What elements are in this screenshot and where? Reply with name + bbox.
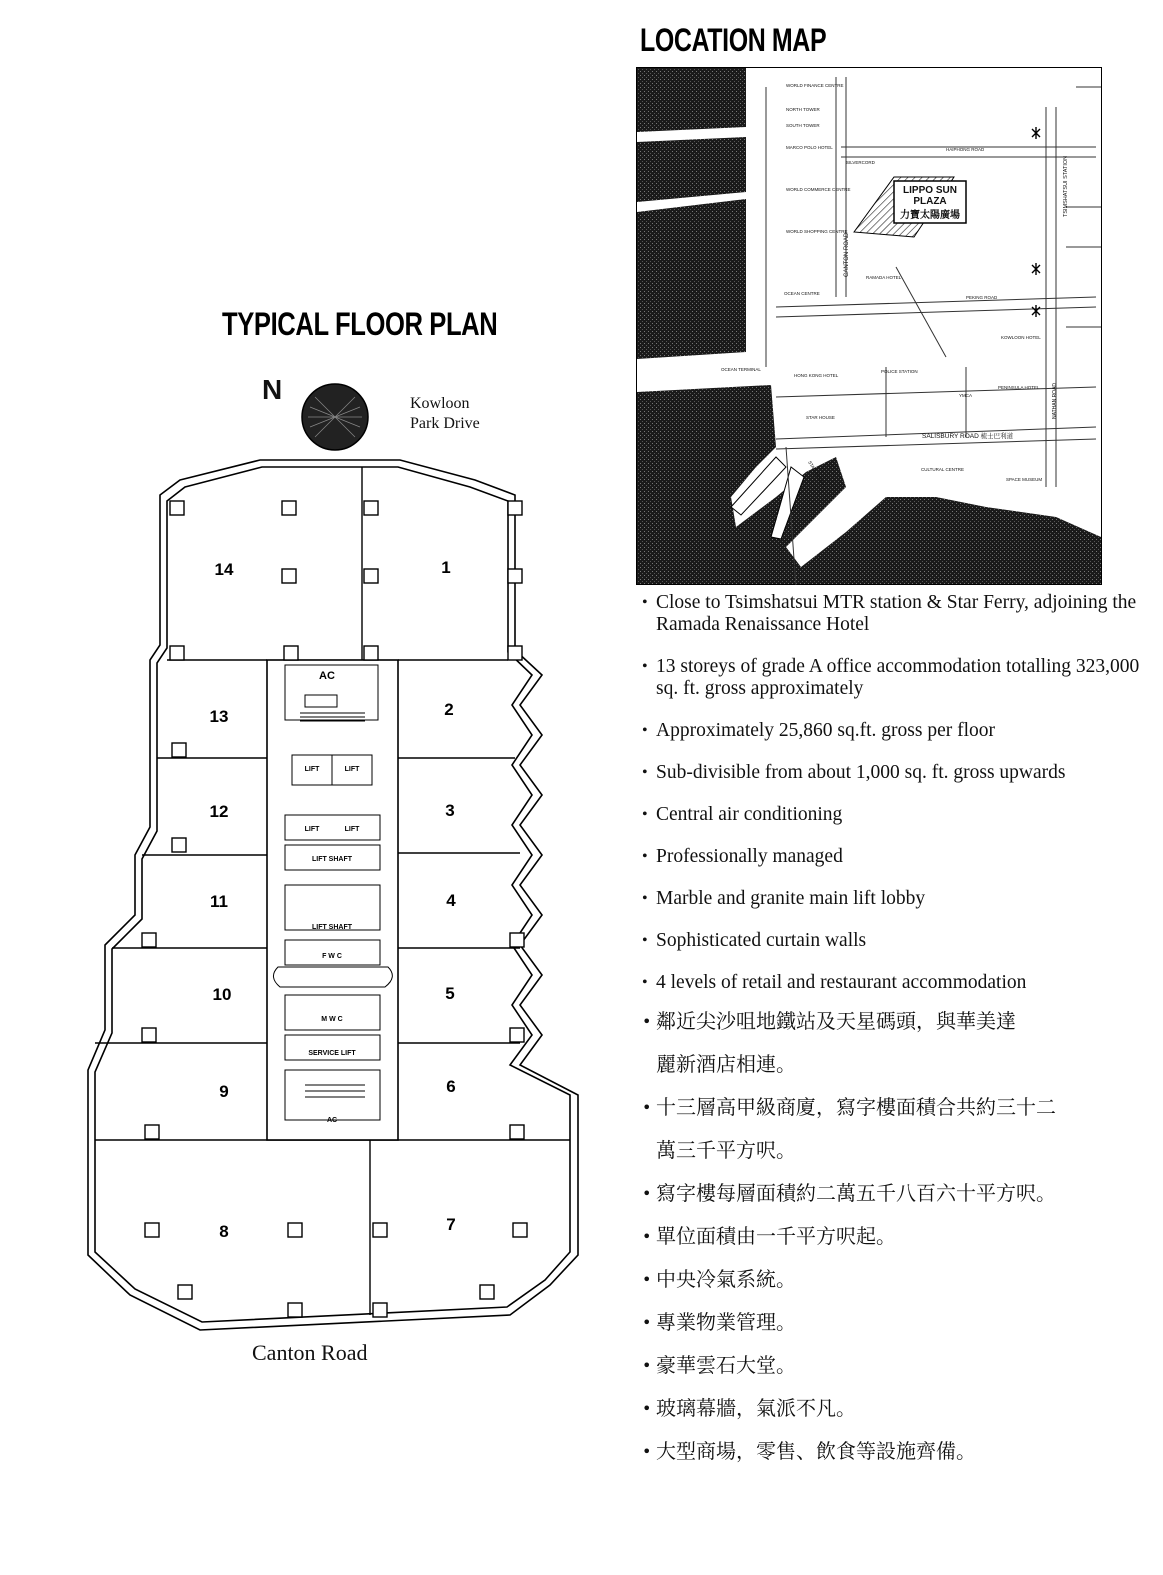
map-label-star-ferry: STAR FERRY [807,460,826,487]
unit-number-6: 6 [446,1077,456,1096]
core-lift-label-1: LIFT [304,766,320,773]
feature-zh-3: • 寫字樓每層面積約二萬五千八百六十平方呎。 [640,1172,1066,1215]
canton-road-label: Canton Road [252,1340,368,1365]
central-core [267,660,398,1140]
feature-en-3: • Approximately 25,860 sq.ft. gross per floor [640,720,1155,742]
feature-en-7: • Marble and granite main lift lobby [640,888,1155,910]
feature-zh-6: • 專業物業管理。 [640,1301,1155,1344]
kowloon-park-drive-line1: Kowloon [410,395,470,412]
map-label-kowloon-hotel: KOWLOON HOTEL [1001,335,1041,340]
map-label-south-tower: SOUTH TOWER [786,123,820,128]
map-label-tsimshatsui-station: TSIMSHATSUI STATION [1063,155,1069,217]
unit-number-13: 13 [209,707,229,726]
map-label-peninsula-hotel: PENINSULA HOTEL [998,385,1040,390]
core-lift-shaft-label-2: LIFT SHAFT [311,924,353,931]
feature-en-8: • Sophisticated curtain walls [640,930,1155,952]
feature-list [640,592,1155,1473]
floor-plan-title: TYPICAL FLOOR PLAN [222,306,498,342]
unit-number-5: 5 [445,984,455,1003]
feature-en-2: • 13 storeys of grade A office accommodation totalling 323,000 sq. ft. gross approximately [640,656,1155,700]
map-label-world-shopping-centre: WORLD SHOPPING CENTRE [786,229,848,234]
core-ac-top-label: AC [319,670,335,682]
feature-en-6: • Professionally managed [640,846,1155,868]
core-lift-label-2: LIFT [344,766,360,773]
kowloon-park-drive-line2: Park Drive [410,415,480,432]
unit-number-7: 7 [446,1215,456,1234]
feature-zh-1: • 鄰近尖沙咀地鐵站及天星碼頭，與華美達麗新酒店相連。 [640,1000,1016,1086]
map-label-silvercord: SILVERCORD [846,160,875,165]
core-lift-label-4: LIFT [344,826,360,833]
location-map [636,67,1102,585]
map-label-world-finance-centre: WORLD FINANCE CENTRE [786,83,844,88]
core-ac-bottom-label: AC [326,1117,338,1124]
unit-number-14: 14 [214,560,234,579]
typical-floor-plan [80,455,590,1345]
map-label-ocean-terminal: OCEAN TERMINAL [721,367,761,372]
core-lift-shaft-label-1: LIFT SHAFT [311,856,353,863]
location-map-title: LOCATION MAP [640,22,827,58]
lippo-name-zh: 力寶太陽廣場 [900,210,960,221]
lippo-name-line2: PLAZA [913,196,947,207]
lippo-name-line1: LIPPO SUN [903,185,957,196]
map-label-north-tower: NORTH TOWER [786,107,820,112]
kowloon-park-drive-label [410,394,480,434]
core-lift-label-3: LIFT [304,826,320,833]
map-label-peking-road: PEKING ROAD [966,295,998,300]
map-label-ymca: YMCA [959,393,973,398]
unit-number-1: 1 [441,558,451,577]
compass-icon [300,382,370,452]
unit-number-2: 2 [444,700,454,719]
feature-en-5: • Central air conditioning [640,804,1155,826]
core-service-lift-label: SERVICE LIFT [308,1050,356,1057]
feature-zh-5: • 中央冷氣系統。 [640,1258,1155,1301]
feature-en-4: • Sub-divisible from about 1,000 sq. ft. gross upwards [640,762,1155,784]
core-fwc-label: F W C [322,953,342,960]
core-mwc-label: M W C [321,1016,343,1023]
feature-zh-2: • 十三層高甲級商廈，寫字樓面積合共約三十二萬三千平方呎。 [640,1086,1056,1172]
map-label-haiphong-road: HAIPHONG ROAD [946,147,985,152]
feature-en-1: • Close to Tsimshatsui MTR station & Star Ferry, adjoining the Ramada Renaissance Hotel [640,592,1155,636]
map-label-hong-kong-hotel: HONG KONG HOTEL [794,373,839,378]
map-label-cultural-centre: CULTURAL CENTRE [921,467,965,472]
map-label-star-house: STAR HOUSE [806,415,835,420]
unit-number-12: 12 [209,802,229,821]
feature-en-9: • 4 levels of retail and restaurant accommodation [640,972,1155,994]
map-label-space-museum: SPACE MUSEUM [1006,477,1043,482]
unit-number-3: 3 [445,801,455,820]
map-label-world-commerce-centre: WORLD COMMERCE CENTRE [786,187,851,192]
map-label-nathan-road: NATHAN ROAD [1052,382,1058,419]
unit-number-4: 4 [446,891,456,910]
map-label-police-station: POLICE STATION [881,369,918,374]
feature-zh-7: • 豪華雲石大堂。 [640,1344,1155,1387]
feature-zh-9: • 大型商場，零售、飲食等設施齊備。 [640,1430,1155,1473]
unit-number-11: 11 [210,892,228,911]
north-indicator: N [262,374,283,405]
map-label-salisbury-road: SALISBURY ROAD 梳士巴利道 [922,433,1014,440]
map-label-ramada-hotel: RAMADA HOTEL [866,275,902,280]
map-label-marco-polo-hotel: MARCO POLO HOTEL [786,145,833,150]
unit-number-8: 8 [219,1222,229,1241]
map-label-canton-road: CANTON ROAD [844,232,850,277]
feature-zh-4: • 單位面積由一千平方呎起。 [640,1215,1155,1258]
feature-zh-8: • 玻璃幕牆，氣派不凡。 [640,1387,1155,1430]
unit-number-10: 10 [212,985,232,1004]
unit-number-9: 9 [219,1082,229,1101]
map-label-ocean-centre: OCEAN CENTRE [784,291,820,296]
map-label-art-museum: ART MUSEUM [1036,527,1067,532]
